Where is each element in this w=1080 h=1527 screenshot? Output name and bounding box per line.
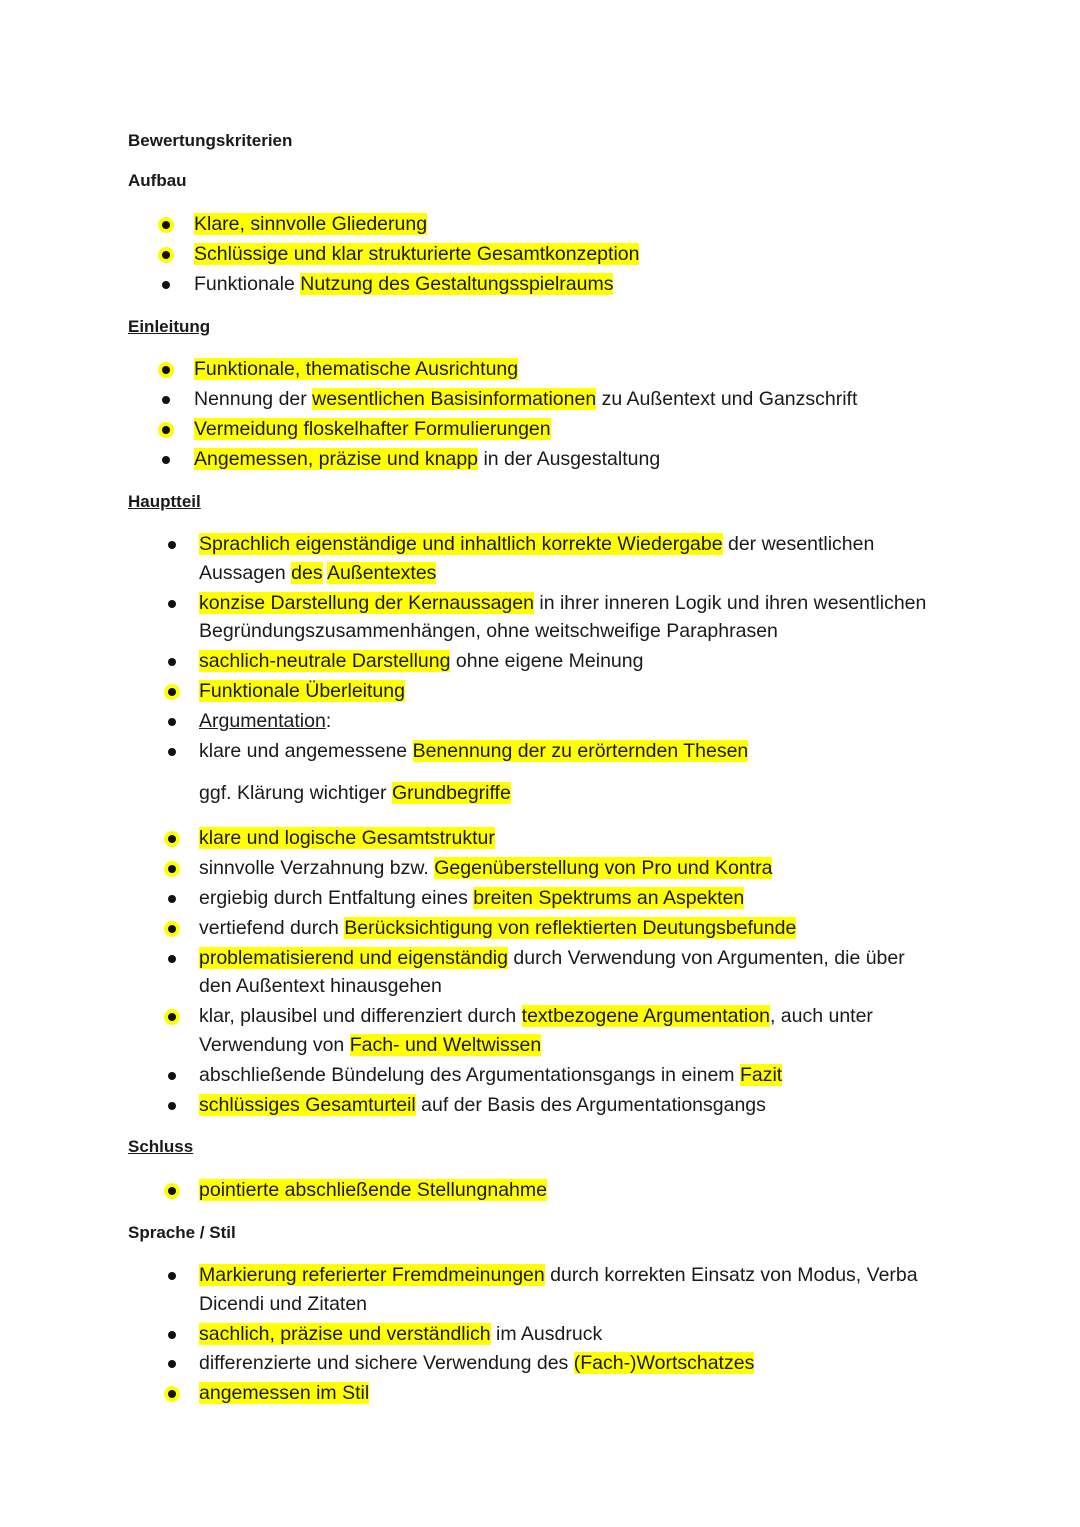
- list-item-line: [194, 210, 427, 240]
- list-item-line: [199, 1176, 547, 1206]
- bullet-icon: [168, 1072, 176, 1080]
- text-segment: Verwendung von: [199, 1034, 350, 1056]
- bullet-icon: [168, 1013, 176, 1021]
- list-item-line: [199, 1002, 873, 1032]
- list-item-line: [199, 854, 772, 884]
- text-segment: Funktionale: [194, 273, 301, 295]
- list-item-line: [199, 737, 748, 767]
- highlighted-text: klare und logische Gesamtstruktur: [199, 827, 495, 849]
- text-segment: im Ausdruck: [490, 1323, 603, 1345]
- highlighted-text: sachlich, präzise und verständlich: [199, 1323, 491, 1345]
- bullet-icon: [168, 835, 176, 843]
- bullet-icon: [168, 1102, 176, 1110]
- list-item-line: [199, 1061, 782, 1091]
- highlighted-text: sachlich-neutrale Darstellung: [199, 650, 451, 672]
- list-item-line: [194, 385, 857, 415]
- bullet-icon: [168, 1360, 176, 1368]
- list-item-line: [199, 589, 926, 619]
- text-segment: ggf. Klärung wichtiger: [199, 782, 392, 804]
- list-item-line: [194, 355, 518, 385]
- highlighted-text: Gegenüberstellung von Pro und Kontra: [434, 857, 773, 879]
- bullet-icon: [168, 541, 176, 549]
- list-item-line: [194, 445, 660, 475]
- bullet-icon: [162, 281, 170, 289]
- highlighted-text: breiten Spektrums an Aspekten: [473, 887, 745, 909]
- list-item-line: [199, 707, 331, 737]
- bullet-icon: [162, 251, 170, 259]
- highlighted-text: Nutzung des Gestaltungsspielraums: [300, 273, 614, 295]
- highlighted-text: wesentlichen Basisinformationen: [312, 388, 597, 410]
- text-segment: auf der Basis des Argumentationsgangs: [415, 1094, 766, 1116]
- highlighted-text: (Fach-)Wortschatzes: [573, 1352, 755, 1374]
- highlighted-text: Fach- und Weltwissen: [349, 1034, 542, 1056]
- highlighted-text: Sprachlich eigenständige und inhaltlich korrekte Wiedergabe: [199, 533, 723, 555]
- text-segment: in der Ausgestaltung: [478, 448, 661, 470]
- section-heading-text: Hauptteil: [128, 492, 201, 511]
- list-item-line: [199, 617, 778, 647]
- highlighted-text: Funktionale, thematische Ausrichtung: [194, 358, 519, 380]
- highlighted-text: Schlüssige und klar strukturierte Gesamtkonzeption: [194, 243, 640, 265]
- text-segment: durch Verwendung von Argumenten, die über: [507, 947, 905, 969]
- list-item-line: [194, 270, 613, 300]
- text-segment: sinnvolle Verzahnung bzw.: [199, 857, 435, 879]
- text-segment: vertiefend durch: [199, 917, 345, 939]
- bullet-icon: [168, 600, 176, 608]
- list-item-line: [199, 779, 511, 809]
- list-item-line: [199, 824, 495, 854]
- text-segment: Aussagen: [199, 562, 292, 584]
- highlighted-text: problematisierend und eigenständig: [199, 947, 508, 969]
- highlighted-text: pointierte abschließende Stellungnahme: [199, 1179, 547, 1201]
- highlighted-text: Klare, sinnvolle Gliederung: [194, 213, 428, 235]
- section-heading-text: Einleitung: [128, 317, 211, 336]
- text-segment: den Außentext hinausgehen: [199, 975, 442, 997]
- bullet-icon: [168, 865, 176, 873]
- section-heading: [128, 491, 201, 513]
- list-item-line: [199, 1379, 369, 1409]
- list-item-line: [199, 677, 405, 707]
- text-segment: differenzierte und sichere Verwendung des: [199, 1352, 574, 1374]
- text-segment: klare und angemessene: [199, 740, 413, 762]
- text-segment: Nennung der: [194, 388, 313, 410]
- text-segment: der wesentlichen: [722, 533, 875, 555]
- highlighted-text: Angemessen, präzise und knapp: [194, 448, 479, 470]
- bullet-icon: [162, 366, 170, 374]
- highlighted-text: Grundbegriffe: [391, 782, 511, 804]
- highlighted-text: Außentextes: [326, 562, 437, 584]
- text-segment: ohne eigene Meinung: [450, 650, 644, 672]
- highlighted-text: Markierung referierter Fremdmeinungen: [199, 1264, 545, 1286]
- bullet-icon: [168, 1187, 176, 1195]
- list-item-line: [199, 530, 874, 560]
- bullet-icon: [168, 688, 176, 696]
- highlighted-text: Fazit: [739, 1064, 783, 1086]
- bullet-icon: [168, 1390, 176, 1398]
- bullet-icon: [168, 895, 176, 903]
- text-segment: klar, plausibel und differenziert durch: [199, 1005, 522, 1027]
- list-item-line: [199, 1091, 766, 1121]
- list-item-line: [199, 944, 905, 974]
- highlighted-text: konzise Darstellung der Kernaussagen: [199, 592, 534, 614]
- highlighted-text: Benennung der zu erörternden Thesen: [412, 740, 749, 762]
- section-heading-text: Sprache / Stil: [128, 1223, 236, 1242]
- section-heading: [128, 170, 187, 192]
- bullet-icon: [168, 1272, 176, 1280]
- bullet-icon: [162, 426, 170, 434]
- text-segment: durch korrekten Einsatz von Modus, Verba: [544, 1264, 918, 1286]
- text-segment: Begründungszusammenhängen, ohne weitschweifige Paraphrasen: [199, 620, 778, 642]
- list-item-line: [194, 415, 551, 445]
- bullet-icon: [168, 718, 176, 726]
- bullet-icon: [162, 221, 170, 229]
- list-item-line: [199, 647, 643, 677]
- list-item-line: [199, 972, 442, 1002]
- text-segment: zu Außentext und Ganzschrift: [596, 388, 858, 410]
- highlighted-text: Funktionale Überleitung: [199, 680, 405, 702]
- bullet-icon: [168, 925, 176, 933]
- section-heading-text: Aufbau: [128, 171, 187, 190]
- list-item-line: [199, 1031, 541, 1061]
- highlighted-text: Berücksichtigung von reflektierten Deutungsbefunde: [344, 917, 797, 939]
- text-segment: Dicendi und Zitaten: [199, 1293, 368, 1315]
- section-heading: [128, 316, 210, 338]
- bullet-icon: [168, 1331, 176, 1339]
- list-item-line: [199, 1320, 602, 1350]
- document-title: Bewertungskriterien: [128, 131, 293, 150]
- section-heading-text: Schluss: [128, 1137, 194, 1156]
- list-item-line: [199, 1290, 367, 1320]
- text-segment: Argumentation: [199, 710, 326, 732]
- bullet-icon: [162, 456, 170, 464]
- list-item-line: [199, 1261, 918, 1291]
- section-heading: [128, 1136, 193, 1158]
- list-item-line: [199, 914, 796, 944]
- highlighted-text: angemessen im Stil: [199, 1382, 370, 1404]
- text-segment: ergiebig durch Entfaltung eines: [199, 887, 474, 909]
- highlighted-text: Vermeidung floskelhafter Formulierungen: [194, 418, 551, 440]
- bullet-icon: [168, 955, 176, 963]
- highlighted-text: des: [291, 562, 323, 584]
- text-segment: abschließende Bündelung des Argumentationsgangs in einem: [199, 1064, 740, 1086]
- text-segment: in ihrer inneren Logik und ihren wesentlichen: [533, 592, 927, 614]
- highlighted-text: schlüssiges Gesamturteil: [199, 1094, 416, 1116]
- text-segment: , auch unter: [769, 1005, 873, 1027]
- bullet-icon: [168, 748, 176, 756]
- highlighted-text: textbezogene Argumentation: [521, 1005, 770, 1027]
- text-segment: :: [325, 710, 332, 732]
- section-heading: [128, 1222, 236, 1244]
- list-item-line: [199, 1349, 754, 1379]
- list-item-line: [199, 559, 436, 589]
- list-item-line: [199, 884, 744, 914]
- bullet-icon: [168, 658, 176, 666]
- list-item-line: [194, 240, 639, 270]
- bullet-icon: [162, 396, 170, 404]
